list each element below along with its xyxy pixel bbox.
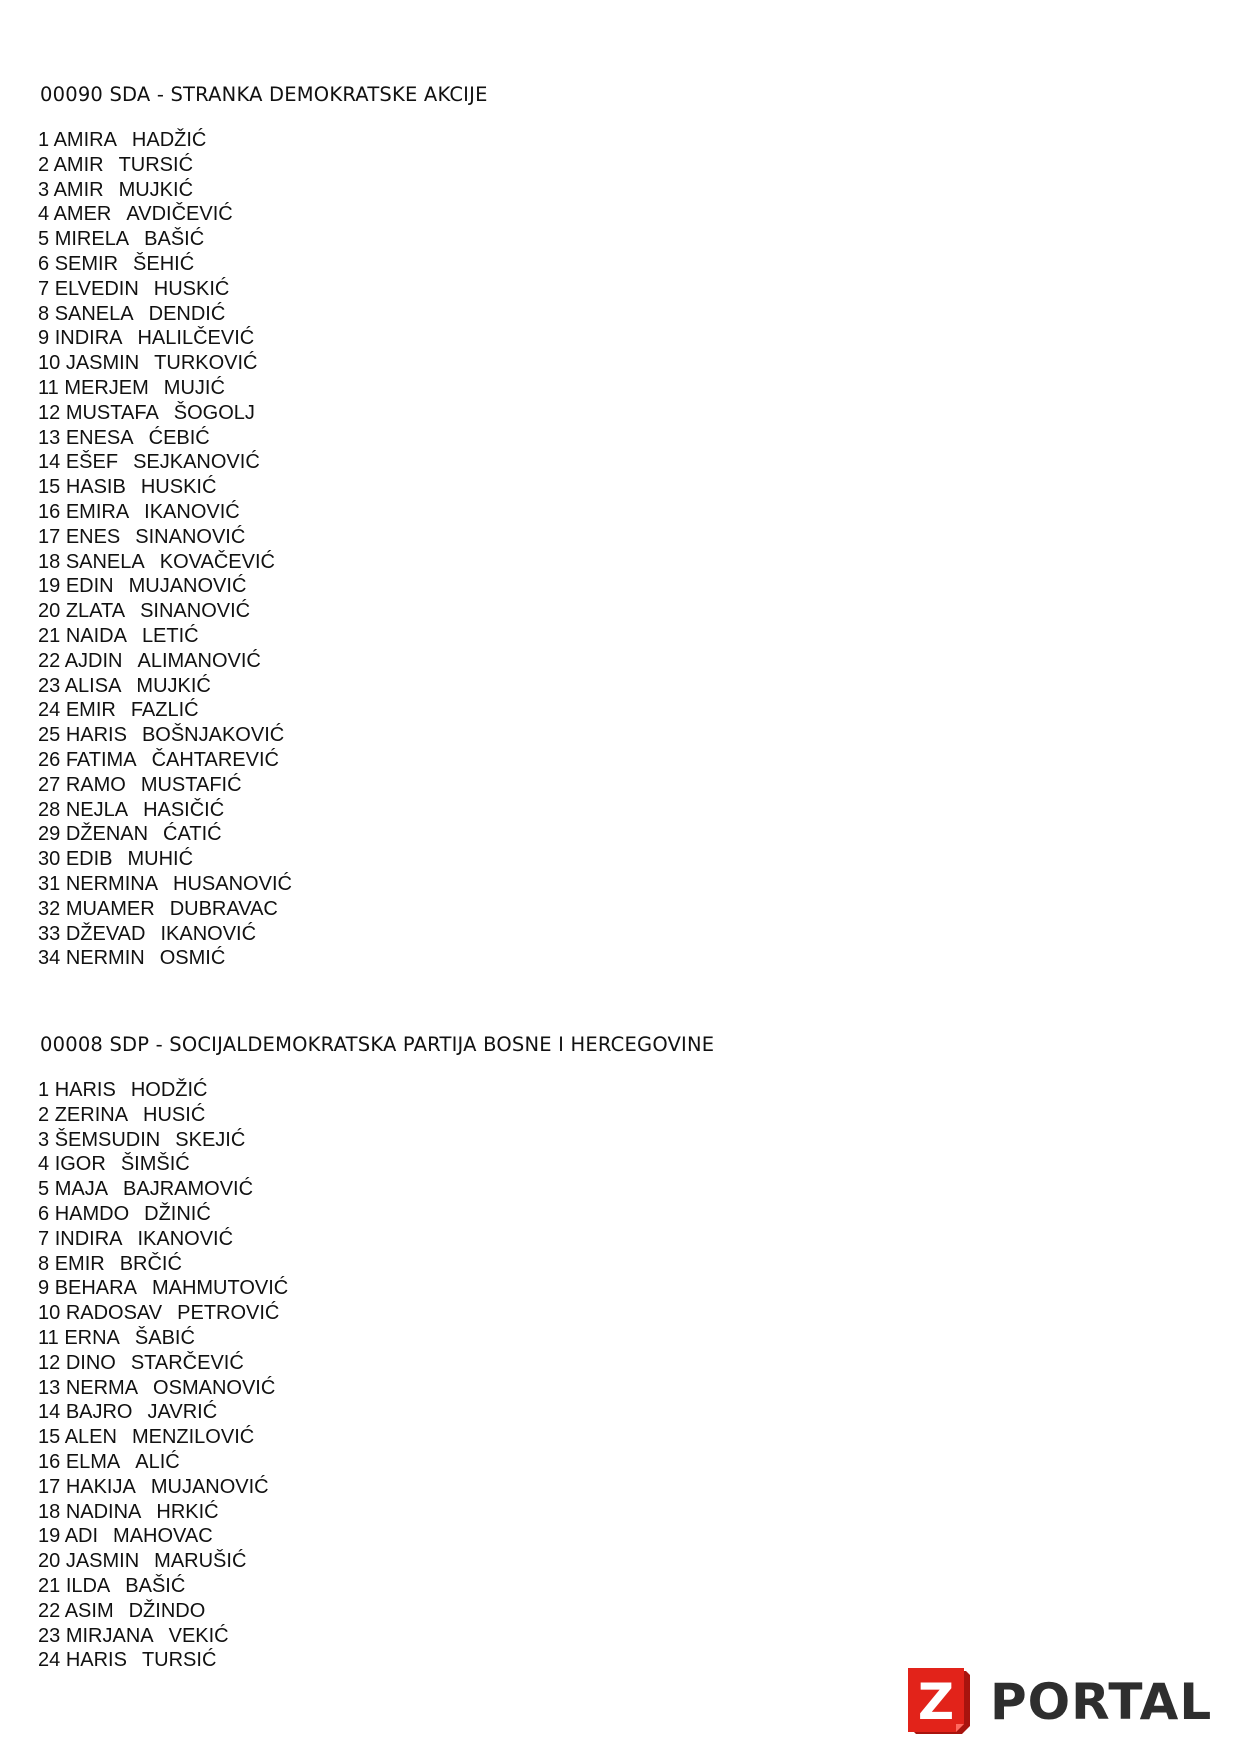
candidate-row	[38, 1624, 714, 1649]
candidate-first-name: RAMO	[65, 773, 126, 796]
candidate-last-name: ŠABIĆ	[134, 1326, 195, 1349]
candidate-row	[38, 500, 488, 525]
candidate-number: 11	[38, 376, 59, 399]
candidate-first-name: ENES	[65, 525, 121, 548]
candidate-last-name: BAŠIĆ	[125, 1574, 186, 1597]
candidate-row	[38, 1301, 714, 1326]
candidate-number: 31	[38, 872, 61, 895]
candidate-number: 5	[38, 228, 50, 251]
candidate-number: 28	[38, 798, 61, 821]
candidate-number: 8	[38, 302, 50, 325]
candidate-row	[38, 1177, 714, 1202]
candidate-row	[38, 1524, 714, 1549]
candidate-first-name: EMIRA	[65, 500, 130, 523]
candidate-number: 10	[38, 352, 61, 375]
candidate-first-name: RADOSAV	[65, 1302, 163, 1325]
candidate-first-name: ERNA	[64, 1326, 120, 1349]
candidate-number: 12	[38, 401, 61, 424]
candidate-first-name: EMIR	[54, 1252, 105, 1275]
party-title	[40, 1032, 714, 1058]
candidate-row	[38, 1549, 714, 1574]
candidate-number: 13	[38, 1376, 61, 1399]
candidate-number: 14	[38, 1401, 61, 1424]
candidate-first-name: MUSTAFA	[65, 401, 159, 424]
candidate-last-name: HUSIĆ	[143, 1103, 206, 1126]
candidate-number: 30	[38, 848, 61, 871]
candidate-first-name: BAJRO	[65, 1401, 133, 1424]
candidate-last-name: ŠIMŠIĆ	[120, 1153, 190, 1176]
candidate-last-name: HADŽIĆ	[131, 129, 207, 151]
candidate-first-name: NERMA	[65, 1376, 139, 1399]
candidate-last-name: HODŽIĆ	[130, 1079, 208, 1101]
candidate-row	[38, 1252, 714, 1277]
candidate-number: 14	[38, 451, 61, 474]
candidate-number: 4	[38, 1153, 50, 1176]
candidate-number: 12	[38, 1351, 61, 1374]
candidate-row	[38, 897, 488, 922]
party-code: 00008	[40, 1033, 104, 1056]
candidate-last-name: ALIMANOVIĆ	[137, 649, 261, 672]
candidate-row	[38, 698, 488, 723]
candidate-number: 32	[38, 897, 61, 920]
candidate-last-name: KOVAČEVIĆ	[159, 550, 275, 573]
candidate-number: 3	[38, 1128, 50, 1151]
candidate-list	[38, 1078, 714, 1673]
candidate-row	[38, 1227, 714, 1252]
candidate-last-name: MUJIĆ	[163, 376, 225, 399]
candidate-first-name: FATIMA	[65, 748, 137, 771]
candidate-row	[38, 574, 488, 599]
party-section-sdp	[38, 1032, 714, 1673]
candidate-last-name: MUHIĆ	[127, 848, 194, 871]
candidate-row	[38, 624, 488, 649]
party-code: 00090	[40, 83, 104, 106]
candidate-row	[38, 1326, 714, 1351]
candidate-row	[38, 426, 488, 451]
candidate-number: 18	[38, 1500, 61, 1523]
candidate-number: 13	[38, 426, 61, 449]
candidate-first-name: SANELA	[54, 302, 134, 325]
candidate-last-name: MAHOVAC	[113, 1525, 213, 1548]
candidate-row	[38, 1103, 714, 1128]
candidate-first-name: DŽEVAD	[65, 922, 146, 945]
candidate-first-name: EMIR	[65, 699, 116, 722]
candidate-last-name: HASIČIĆ	[143, 798, 225, 821]
candidate-last-name: OSMIĆ	[159, 947, 226, 970]
candidate-last-name: OSMANOVIĆ	[153, 1376, 276, 1399]
candidate-number: 7	[38, 277, 50, 300]
candidate-row	[38, 227, 488, 252]
candidate-number: 10	[38, 1302, 61, 1325]
candidate-row	[38, 922, 488, 947]
candidate-row	[38, 1400, 714, 1425]
candidate-number: 24	[38, 1649, 61, 1672]
candidate-number: 34	[38, 947, 61, 970]
candidate-last-name: PETROVIĆ	[177, 1302, 280, 1325]
candidate-last-name: TURKOVIĆ	[154, 352, 258, 375]
candidate-number: 15	[38, 1426, 61, 1449]
candidate-first-name: ADI	[64, 1525, 99, 1548]
party-name: SDA - STRANKA DEMOKRATSKE AKCIJE	[109, 83, 488, 106]
candidate-row	[38, 649, 488, 674]
candidate-first-name: AMIR	[53, 178, 104, 201]
candidate-first-name: JASMIN	[65, 352, 140, 375]
candidate-last-name: HALILČEVIĆ	[137, 327, 255, 350]
candidate-number: 16	[38, 500, 61, 523]
candidate-row	[38, 1648, 714, 1673]
candidate-number: 4	[38, 203, 50, 226]
candidate-last-name: STARČEVIĆ	[130, 1351, 244, 1374]
candidate-last-name: DŽINDO	[128, 1599, 206, 1622]
candidate-row	[38, 326, 488, 351]
candidate-row	[38, 202, 488, 227]
candidate-number: 9	[38, 1277, 50, 1300]
candidate-last-name: LETIĆ	[141, 624, 199, 647]
candidate-number: 33	[38, 922, 61, 945]
candidate-row	[38, 550, 488, 575]
candidate-last-name: MARUŠIĆ	[154, 1550, 247, 1573]
candidate-number: 6	[38, 1202, 50, 1225]
candidate-first-name: NERMINA	[65, 872, 159, 895]
candidate-row	[38, 1376, 714, 1401]
candidate-first-name: ILDA	[65, 1574, 111, 1597]
candidate-row	[38, 748, 488, 773]
candidate-last-name: FAZLIĆ	[130, 699, 199, 722]
candidate-last-name: HUSKIĆ	[140, 476, 217, 499]
candidate-number: 15	[38, 476, 61, 499]
candidate-first-name: BEHARA	[54, 1277, 137, 1300]
candidate-last-name: ŠEHIĆ	[133, 252, 195, 275]
candidate-first-name: HARIS	[65, 1649, 127, 1672]
candidate-last-name: HUSKIĆ	[153, 277, 230, 300]
candidate-number: 25	[38, 724, 61, 747]
candidate-number: 20	[38, 1550, 61, 1573]
candidate-row	[38, 798, 488, 823]
candidate-row	[38, 1078, 714, 1103]
candidate-last-name: IKANOVIĆ	[160, 922, 257, 945]
candidate-row	[38, 1500, 714, 1525]
candidate-first-name: HARIS	[54, 1079, 116, 1101]
candidate-number: 20	[38, 600, 61, 623]
candidate-number: 6	[38, 252, 50, 275]
candidate-last-name: ČAHTAREVIĆ	[151, 748, 279, 771]
candidate-row	[38, 1599, 714, 1624]
candidate-number: 11	[38, 1326, 59, 1349]
candidate-row	[38, 1128, 714, 1153]
candidate-first-name: SEMIR	[54, 252, 119, 275]
candidate-number: 22	[38, 649, 61, 672]
candidate-last-name: MUJKIĆ	[136, 674, 211, 697]
zportal-logo	[908, 1668, 1213, 1736]
candidate-first-name: HARIS	[65, 724, 127, 747]
logo-mark-letter: Z	[917, 1673, 955, 1731]
candidate-number: 5	[38, 1178, 50, 1201]
candidate-number: 8	[38, 1252, 50, 1275]
candidate-row	[38, 1351, 714, 1376]
candidate-last-name: BOŠNJAKOVIĆ	[141, 724, 285, 747]
candidate-row	[38, 674, 488, 699]
candidate-last-name: TURSIĆ	[141, 1649, 217, 1672]
candidate-last-name: MAHMUTOVIĆ	[151, 1277, 289, 1300]
candidate-number: 1	[38, 129, 50, 151]
candidate-first-name: EDIB	[65, 848, 113, 871]
candidate-row	[38, 153, 488, 178]
candidate-first-name: ASIM	[64, 1599, 114, 1622]
candidate-number: 19	[38, 575, 61, 598]
candidate-first-name: IGOR	[54, 1153, 106, 1176]
candidate-last-name: ĆEBIĆ	[148, 426, 210, 449]
candidate-row	[38, 822, 488, 847]
candidate-last-name: IKANOVIĆ	[137, 1227, 234, 1250]
candidate-number: 17	[38, 1475, 61, 1498]
candidate-first-name: HAKIJA	[65, 1475, 136, 1498]
candidate-first-name: EDIN	[65, 575, 114, 598]
candidate-last-name: MUJANOVIĆ	[150, 1475, 269, 1498]
candidate-row	[38, 1450, 714, 1475]
candidate-number: 23	[38, 674, 61, 697]
candidate-number: 1	[38, 1079, 50, 1101]
candidate-row	[38, 252, 488, 277]
candidate-number: 26	[38, 748, 61, 771]
candidate-first-name: NEJLA	[65, 798, 129, 821]
candidate-first-name: INDIRA	[54, 327, 123, 350]
candidate-row	[38, 1425, 714, 1450]
candidate-first-name: ELMA	[65, 1450, 121, 1473]
candidate-row	[38, 773, 488, 798]
candidate-first-name: AMER	[53, 203, 112, 226]
candidate-row	[38, 872, 488, 897]
candidate-row	[38, 401, 488, 426]
candidate-number: 3	[38, 178, 50, 201]
candidate-number: 24	[38, 699, 61, 722]
candidate-first-name: MIRELA	[54, 228, 130, 251]
candidate-first-name: NAIDA	[65, 624, 127, 647]
candidate-number: 22	[38, 1599, 61, 1622]
candidate-number: 17	[38, 525, 61, 548]
candidate-number: 18	[38, 550, 61, 573]
candidate-last-name: ĆATIĆ	[163, 823, 222, 846]
candidate-last-name: MUJANOVIĆ	[128, 575, 247, 598]
candidate-first-name: SANELA	[65, 550, 145, 573]
candidate-first-name: MERJEM	[64, 376, 149, 399]
candidate-row	[38, 1475, 714, 1500]
candidate-number: 2	[38, 1103, 50, 1126]
candidate-first-name: HAMDO	[54, 1202, 130, 1225]
candidate-first-name: AJDIN	[64, 649, 123, 672]
candidate-last-name: VEKIĆ	[168, 1624, 229, 1647]
candidate-first-name: JASMIN	[65, 1550, 140, 1573]
candidate-row	[38, 450, 488, 475]
candidate-row	[38, 376, 488, 401]
candidate-row	[38, 1152, 714, 1177]
candidate-first-name: HASIB	[65, 476, 126, 499]
candidate-row	[38, 302, 488, 327]
candidate-first-name: ALISA	[64, 674, 122, 697]
candidate-first-name: NADINA	[65, 1500, 142, 1523]
candidate-last-name: HUSANOVIĆ	[173, 872, 292, 895]
candidate-row	[38, 475, 488, 500]
candidate-last-name: ŠOGOLJ	[173, 401, 255, 424]
candidate-row	[38, 946, 488, 971]
candidate-first-name: DŽENAN	[65, 823, 149, 846]
candidate-row	[38, 277, 488, 302]
candidate-last-name: IKANOVIĆ	[144, 500, 240, 523]
candidate-last-name: DUBRAVAC	[169, 897, 278, 920]
candidate-last-name: DENDIĆ	[148, 302, 226, 325]
candidate-first-name: MIRJANA	[65, 1624, 154, 1647]
candidate-row	[38, 723, 488, 748]
candidate-number: 16	[38, 1450, 61, 1473]
candidate-number: 29	[38, 823, 61, 846]
candidate-number: 9	[38, 327, 50, 350]
candidate-row	[38, 351, 488, 376]
candidate-last-name: JAVRIĆ	[147, 1401, 218, 1424]
party-title	[40, 82, 488, 108]
candidate-first-name: DINO	[65, 1351, 116, 1374]
candidate-number: 21	[38, 624, 61, 647]
candidate-first-name: ŠEMSUDIN	[54, 1128, 161, 1151]
candidate-number: 2	[38, 153, 50, 176]
candidate-row	[38, 525, 488, 550]
candidate-number: 19	[38, 1525, 61, 1548]
candidate-row	[38, 128, 488, 153]
party-name: SDP - SOCIJALDEMOKRATSKA PARTIJA BOSNE I HERCEGOVINE	[109, 1033, 715, 1056]
candidate-row	[38, 1574, 714, 1599]
candidate-last-name: MUJKIĆ	[118, 178, 194, 201]
candidate-row	[38, 599, 488, 624]
logo-wordmark: PORTAL	[990, 1673, 1213, 1731]
candidate-last-name: BAŠIĆ	[144, 228, 205, 251]
candidate-row	[38, 1276, 714, 1301]
candidate-last-name: BAJRAMOVIĆ	[123, 1178, 254, 1201]
candidate-last-name: SEJKANOVIĆ	[133, 451, 260, 474]
candidate-row	[38, 178, 488, 203]
candidate-first-name: MAJA	[54, 1178, 109, 1201]
candidate-first-name: ZLATA	[65, 600, 126, 623]
candidate-number: 27	[38, 773, 61, 796]
candidate-last-name: SINANOVIĆ	[135, 525, 246, 548]
candidate-first-name: AMIRA	[53, 129, 117, 151]
party-section-sda	[38, 82, 488, 971]
candidate-last-name: HRKIĆ	[156, 1500, 219, 1523]
candidate-list	[38, 128, 488, 971]
candidate-last-name: AVDIČEVIĆ	[126, 203, 233, 226]
candidate-number: 21	[38, 1574, 61, 1597]
z-logo-icon	[908, 1668, 974, 1736]
candidate-first-name: MUAMER	[65, 897, 155, 920]
candidate-last-name: ALIĆ	[135, 1450, 180, 1473]
candidate-last-name: MENZILOVIĆ	[131, 1426, 255, 1449]
candidate-first-name: ELVEDIN	[54, 277, 139, 300]
candidate-first-name: INDIRA	[54, 1227, 123, 1250]
candidate-last-name: TURSIĆ	[118, 153, 194, 176]
candidate-last-name: MUSTAFIĆ	[140, 773, 242, 796]
candidate-last-name: SINANOVIĆ	[140, 600, 251, 623]
candidate-first-name: ZERINA	[54, 1103, 129, 1126]
candidate-first-name: ALEN	[64, 1426, 117, 1449]
candidate-last-name: DŽINIĆ	[144, 1202, 211, 1225]
candidate-first-name: NERMIN	[65, 947, 145, 970]
candidate-first-name: AMIR	[53, 153, 104, 176]
candidate-last-name: BRČIĆ	[119, 1252, 182, 1275]
candidate-first-name: ENESA	[65, 426, 134, 449]
candidate-number: 7	[38, 1227, 50, 1250]
candidate-row	[38, 1202, 714, 1227]
candidate-row	[38, 847, 488, 872]
candidate-first-name: EŠEF	[65, 451, 119, 474]
candidate-last-name: SKEJIĆ	[175, 1128, 246, 1151]
candidate-number: 23	[38, 1624, 61, 1647]
